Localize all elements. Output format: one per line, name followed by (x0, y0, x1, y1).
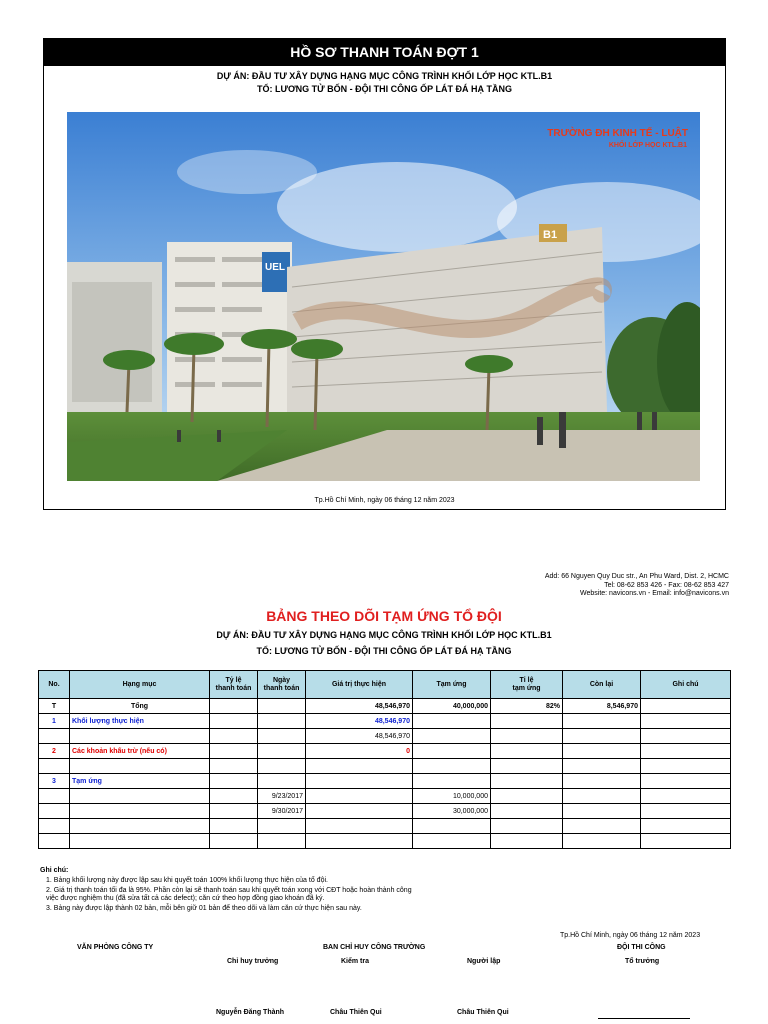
cell-remain (563, 834, 641, 849)
cell-advance-rate (491, 759, 563, 774)
cell-remain (563, 714, 641, 729)
tracker-title: BẢNG THEO DÕI TẠM ỨNG TỔ ĐỘI (266, 608, 502, 624)
cell-item: Khối lượng thực hiện (70, 714, 210, 729)
cell-value (306, 789, 413, 804)
cover-project-line: DỰ ÁN: ĐẦU TƯ XÂY DỰNG HẠNG MỤC CÔNG TRÌNH KHỐI LỚP HỌC KTL.B1 (216, 71, 553, 81)
cell-advance (413, 729, 491, 744)
team-leader-signature-line (598, 1018, 690, 1019)
cell-advance (413, 834, 491, 849)
cell-date (258, 714, 306, 729)
photo-caption-block: KHỐI LỚP HỌC KTL.B1 (608, 142, 687, 149)
cell-item: Các khoản khấu trừ (nếu có) (70, 744, 210, 759)
cell-item: Tổng (70, 699, 210, 714)
table-row (39, 819, 731, 834)
cell-advance: 30,000,000 (413, 804, 491, 819)
company-contact (545, 573, 729, 599)
cover-title: HỒ SƠ THANH TOÁN ĐỢT 1 (44, 39, 725, 66)
advance-tracking-table (38, 670, 731, 849)
team-leader-label: Tổ trưởng (625, 958, 660, 965)
cell-no: 2 (39, 744, 70, 759)
table-row (39, 729, 731, 744)
uel-sign: UEL (265, 262, 285, 273)
cell-no (39, 729, 70, 744)
contact-website: Website: navicons.vn - Email: info@navicons.vn (580, 590, 729, 597)
cell-value: 0 (306, 744, 413, 759)
cover-date: Tp.Hồ Chí Minh, ngày 06 tháng 12 năm 2023 (314, 497, 455, 504)
cell-no (39, 759, 70, 774)
cell-advance: 40,000,000 (413, 699, 491, 714)
commander-name: Nguyễn Đăng Thành (216, 1009, 285, 1016)
col-header-date: Ngày thanh toán (258, 671, 306, 699)
cell-value (306, 774, 413, 789)
cell-value (306, 759, 413, 774)
cell-remain (563, 819, 641, 834)
cell-value: 48,546,970 (306, 714, 413, 729)
cell-date (258, 834, 306, 849)
cell-value: 48,546,970 (306, 729, 413, 744)
col-header-value: Giá trị thực hiện (306, 671, 413, 699)
cell-date (258, 729, 306, 744)
cell-value (306, 819, 413, 834)
cell-value: 48,546,970 (306, 699, 413, 714)
cover-team-line: TỔ: LƯƠNG TỬ BỐN - ĐỘI THI CÔNG ỐP LÁT ĐÁ HẠ TẦNG (257, 84, 512, 94)
cell-remain (563, 729, 641, 744)
col-header-item: Hạng mục (70, 671, 210, 699)
cell-advance-rate (491, 774, 563, 789)
cell-no (39, 819, 70, 834)
cell-date (258, 699, 306, 714)
cell-date: 9/30/2017 (258, 804, 306, 819)
tracker-project-line: DỰ ÁN: ĐẦU TƯ XÂY DỰNG HẠNG MỤC CÔNG TRÌNH KHỐI LỚP HỌC KTL.B1 (216, 630, 552, 640)
table-row (39, 834, 731, 849)
cell-rate (210, 744, 258, 759)
site-commander-label: Chỉ huy trưởng (227, 958, 279, 965)
contact-address: Add: 66 Nguyen Quy Duc str., An Phu Ward, Dist. 2, HCMC (544, 573, 729, 580)
cell-item (70, 759, 210, 774)
cell-note (641, 804, 731, 819)
cell-rate (210, 789, 258, 804)
cell-advance (413, 819, 491, 834)
cell-date: 9/23/2017 (258, 789, 306, 804)
cell-no: T (39, 699, 70, 714)
cell-advance-rate (491, 804, 563, 819)
table-row-total (39, 699, 731, 714)
col-header-note: Ghi chú (641, 671, 731, 699)
cell-remain (563, 759, 641, 774)
cell-advance-rate (491, 744, 563, 759)
company-office-label: VĂN PHÒNG CÔNG TY (77, 944, 154, 951)
cell-no (39, 789, 70, 804)
signature-date: Tp.Hồ Chí Minh, ngày 06 tháng 12 năm 2023 (560, 932, 701, 939)
note-item: 1. Bảng khối lượng này được lập sau khi quyết toán 100% khối lượng thực hiện của tổ đội. (46, 877, 328, 884)
cell-advance-rate (491, 729, 563, 744)
cell-item (70, 729, 210, 744)
cell-advance (413, 714, 491, 729)
notes-heading: Ghi chú: (40, 867, 69, 874)
cover-panel (43, 38, 726, 510)
col-header-remain: Còn lại (563, 671, 641, 699)
note-item: 3. Bảng này được lập thành 02 bản, mỗi bên giữ 01 bản để theo dõi và làm căn cứ thực hiện sau này. (46, 905, 362, 912)
cell-note (641, 744, 731, 759)
cell-rate (210, 699, 258, 714)
table-row (39, 714, 731, 729)
cell-note (641, 834, 731, 849)
preparer-label: Người lập (467, 958, 501, 965)
cell-item (70, 834, 210, 849)
col-header-advance-rate: Tỉ lệ tạm ứng (491, 671, 563, 699)
cell-note (641, 789, 731, 804)
cell-rate (210, 774, 258, 789)
cell-rate (210, 729, 258, 744)
cell-value (306, 804, 413, 819)
cell-no: 3 (39, 774, 70, 789)
cell-note (641, 714, 731, 729)
cell-date (258, 744, 306, 759)
cell-rate (210, 759, 258, 774)
cell-advance-rate (491, 834, 563, 849)
cell-rate (210, 714, 258, 729)
contact-phone: Tel: 08-62 853 426 - Fax: 08-62 853 427 (604, 581, 729, 589)
notes-section (40, 867, 412, 915)
cell-date (258, 759, 306, 774)
cell-note (641, 699, 731, 714)
table-row (39, 774, 731, 789)
checker-name: Châu Thiên Qui (330, 1009, 382, 1016)
col-header-rate: Tỷ lệ thanh toán (210, 671, 258, 699)
cell-advance (413, 744, 491, 759)
cell-advance: 10,000,000 (413, 789, 491, 804)
cell-item (70, 804, 210, 819)
table-row (39, 804, 731, 819)
cell-item (70, 789, 210, 804)
photo-caption-school: TRƯỜNG ĐH KINH TẾ - LUẬT (547, 128, 688, 139)
cell-no (39, 804, 70, 819)
note-item: việc được nghiệm thu (đã sửa tất cả các defect); căn cứ theo hợp đồng giao khoán đã ký. (46, 895, 325, 902)
cell-advance-rate (491, 789, 563, 804)
building-photo (67, 112, 700, 481)
cell-rate (210, 834, 258, 849)
checker-label: Kiểm tra (341, 958, 370, 965)
cell-advance-rate: 82% (491, 699, 563, 714)
preparer-name: Châu Thiên Qui (457, 1009, 509, 1016)
construction-team-label: ĐỘI THI CÔNG (617, 944, 666, 951)
table-row (39, 759, 731, 774)
cell-item (70, 819, 210, 834)
cell-remain: 8,546,970 (563, 699, 641, 714)
cell-remain (563, 744, 641, 759)
cell-remain (563, 804, 641, 819)
cell-advance-rate (491, 819, 563, 834)
note-item: 2. Giá trị thanh toán tối đa là 95%. Phần còn lại sẽ thanh toán sau khi quyết toán xong với CĐT hoặc hoàn thành công (46, 887, 412, 894)
table-row (39, 744, 731, 759)
cell-advance (413, 774, 491, 789)
cell-date (258, 819, 306, 834)
cell-rate (210, 804, 258, 819)
cell-advance-rate (491, 714, 563, 729)
b1-sign: B1 (543, 229, 558, 241)
cell-value (306, 834, 413, 849)
col-header-advance: Tạm ứng (413, 671, 491, 699)
cell-item: Tạm ứng (70, 774, 210, 789)
tracker-team-line: TỔ: LƯƠNG TỬ BỐN - ĐỘI THI CÔNG ỐP LÁT ĐÁ HẠ TẦNG (256, 646, 512, 656)
cell-no (39, 834, 70, 849)
cell-rate (210, 819, 258, 834)
cell-note (641, 819, 731, 834)
table-header-row (39, 671, 731, 699)
cell-note (641, 774, 731, 789)
table-row (39, 789, 731, 804)
cell-note (641, 729, 731, 744)
cell-remain (563, 774, 641, 789)
col-header-no: No. (39, 671, 70, 699)
cell-date (258, 774, 306, 789)
cell-remain (563, 789, 641, 804)
cell-no: 1 (39, 714, 70, 729)
site-board-label: BAN CHỈ HUY CÔNG TRƯỜNG (323, 944, 426, 951)
cell-advance (413, 759, 491, 774)
cell-note (641, 759, 731, 774)
